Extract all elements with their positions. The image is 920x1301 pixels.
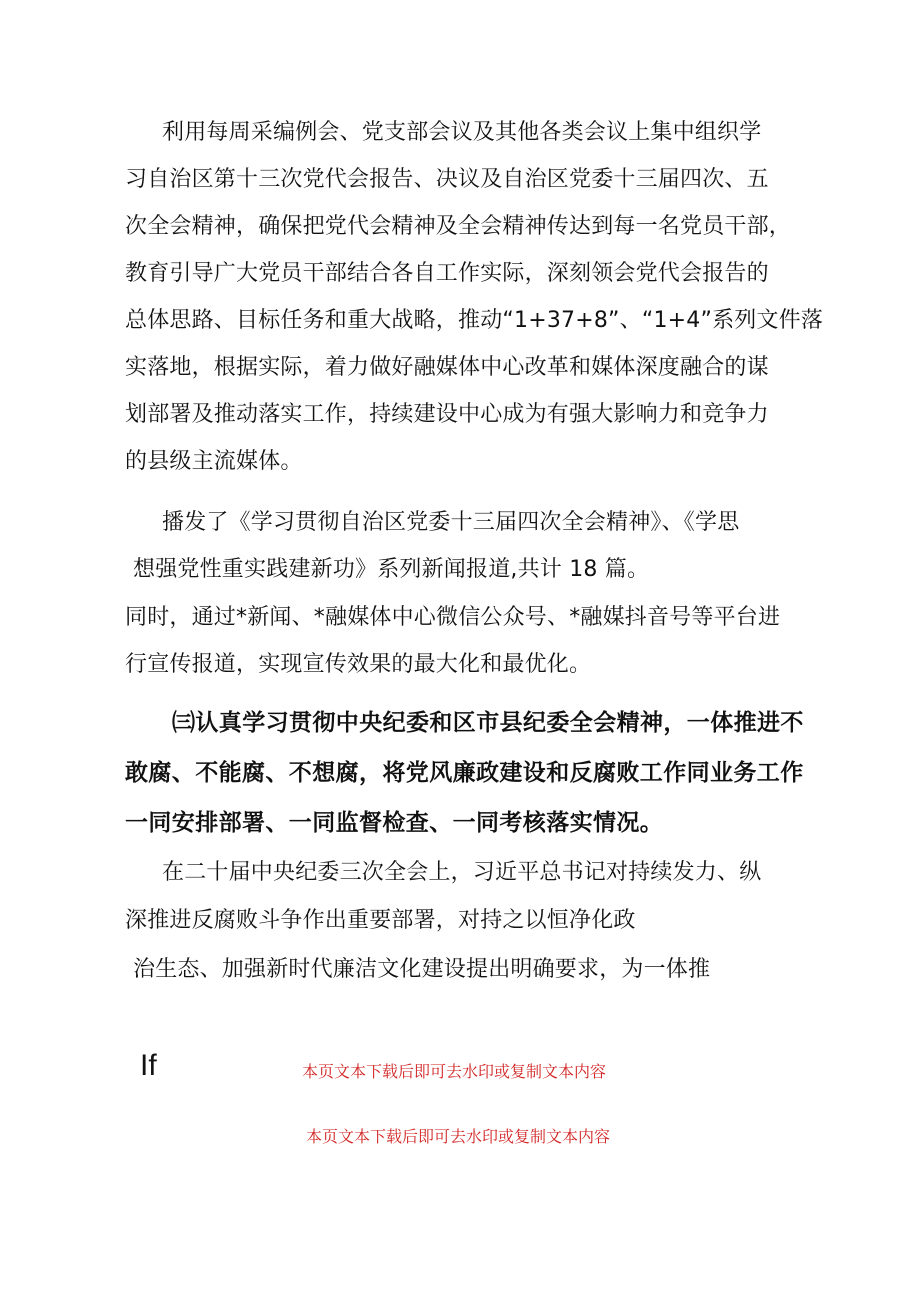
text-line: 深推进反腐败斗争作出重要部署，对持之以恒净化政: [125, 908, 636, 933]
text-line: 治生态、加强新时代廉洁文化建设提出明确要求，为一体推: [133, 957, 711, 982]
text-line: 行宣传报道，实现宣传效果的最大化和最优化。: [125, 652, 592, 677]
text-line: 播发了《学习贯彻自治区党委十三届四次全会精神》、《学思: [162, 510, 740, 535]
heading-line: 敢腐、不能腐、不想腐，将党风廉政建设和反腐败工作同业务工作: [125, 760, 804, 786]
text-line: 总体思路、目标任务和重大战略，推动“1+37+8”、“1+4”系列文件落: [125, 308, 824, 333]
text-line: 同时，通过*新闻、*融媒体中心微信公众号、*融媒抖音号等平台进: [125, 605, 781, 630]
text-line: 利用每周采编例会、党支部会议及其他各类会议上集中组织学: [162, 120, 762, 145]
text-line: 次全会精神，确保把党代会精神及全会精神传达到每一名党员干部，: [125, 214, 792, 239]
text-line: 在二十届中央纪委三次全会上，习近平总书记对持续发力、纵: [162, 860, 762, 885]
text-line: 习自治区第十三次党代会报告、决议及自治区党委十三届四次、五: [125, 167, 769, 192]
text-line: 划部署及推动落实工作，持续建设中心成为有强大影响力和竞争力: [125, 402, 769, 427]
text-line: 想强党性重实践建新功》系列新闻报道,共计 18 篇。: [133, 557, 650, 582]
heading-line: 一同安排部署、一同监督检查、一同考核落实情况。: [125, 810, 664, 836]
watermark-notice: 本页文本下载后即可去水印或复制文本内容: [302, 1062, 607, 1081]
watermark-notice: 本页文本下载后即可去水印或复制文本内容: [306, 1127, 611, 1146]
page-marker: If: [140, 1049, 157, 1082]
text-line: 教育引导广大党员干部结合各自工作实际，深刻领会党代会报告的: [125, 261, 769, 286]
text-line: 实落地，根据实际，着力做好融媒体中心改革和媒体深度融合的谋: [125, 355, 769, 380]
text-line: 的县级主流媒体。: [125, 449, 303, 474]
heading-line: ㈢认真学习贯彻中央纪委和区市县纪委全会精神，一体推进不: [172, 710, 804, 736]
